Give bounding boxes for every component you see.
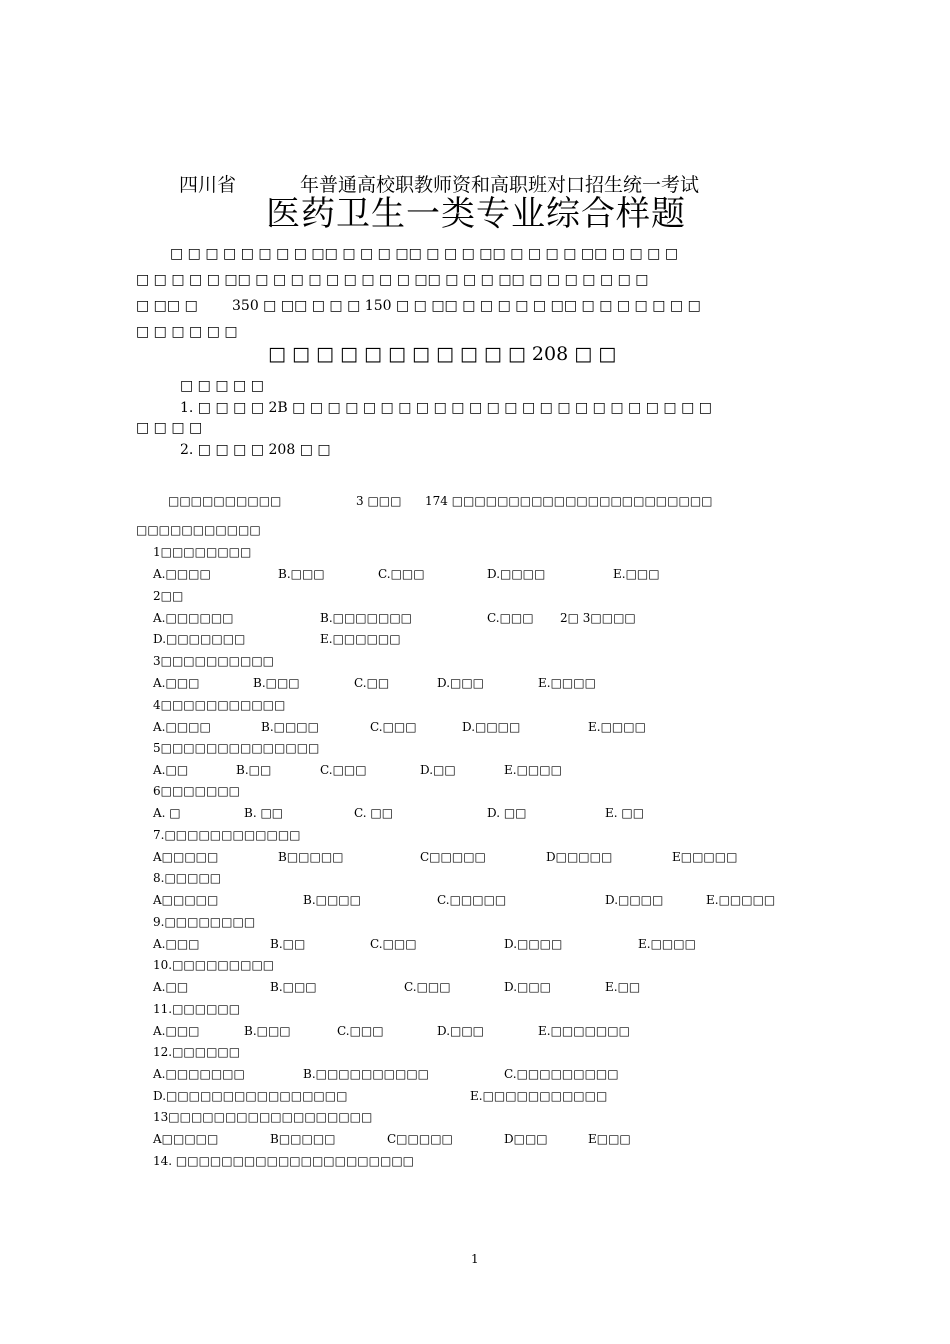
part-heading-line-2: □□□□□□□□□□□ [136, 523, 261, 537]
note-1-continued: □ □ □ □ [136, 420, 203, 436]
option-d: D.□□□□□□□ [153, 632, 246, 646]
intro-line-3b: 350 □ □□ □ □ □ 150 □ □ □□ □ □ □ □ □ □□ □ □ □ □ □ □ □ [232, 298, 701, 314]
option-e: E□□□□□ [672, 850, 738, 864]
page-title: 医药卫生一类专业综合样题 [266, 194, 686, 234]
option-d: D.□□□ [504, 980, 552, 994]
option-a: A.□□□ [153, 1024, 200, 1038]
option-c: C□□□□□ [420, 850, 486, 864]
option-a: A□□□□□ [153, 893, 219, 907]
part-heading-b: 3 □□□ [356, 494, 402, 508]
option-e: E.□□□□□ [706, 893, 776, 907]
option-b: B.□□□ [270, 980, 317, 994]
option-d: D.□□□□ [605, 893, 664, 907]
option-a: A□□□□□ [153, 850, 219, 864]
question-stem: 3□□□□□□□□□□ [153, 654, 275, 668]
question-stem: 6□□□□□□□ [153, 784, 240, 798]
section-title: □ □ □ □ □ □ □ □ □ □ □ 208 □ □ [268, 343, 617, 365]
question-stem: 13□□□□□□□□□□□□□□□□□□ [153, 1110, 373, 1124]
question-stem: 1□□□□□□□□ [153, 545, 252, 559]
option-c-continued: 2□ 3□□□□ [560, 611, 636, 625]
option-c: C.□□□ [370, 720, 417, 734]
intro-line-2: □ □ □ □ □ □□ □ □ □ □ □ □ □ □ □ □□ □ □ □ □□ □ □ □ □ □ □ □ [136, 272, 649, 288]
option-a: A. □ [153, 806, 181, 820]
option-b: B.□□□□□□□□□□ [303, 1067, 430, 1081]
option-e: E.□□□□ [588, 720, 646, 734]
option-e: E.□□□□□□□ [538, 1024, 630, 1038]
header-province: 四川省 [179, 174, 237, 196]
option-a: A.□□□ [153, 937, 200, 951]
option-a: A.□□□□□□□ [153, 1067, 245, 1081]
header-exam-name: 年普通高校职教师资和高职班对口招生统一考试 [300, 174, 700, 196]
option-c: C.□□□□□□□□□ [504, 1067, 619, 1081]
option-b: B.□□□ [253, 676, 300, 690]
option-b: B.□□□□ [261, 720, 319, 734]
option-b: B.□□□ [278, 567, 325, 581]
part-heading-a: □□□□□□□□□□ [168, 494, 282, 508]
option-c: C.□□□ [487, 611, 534, 625]
option-a: A.□□ [153, 980, 189, 994]
option-c: C. □□ [354, 806, 394, 820]
option-e: E.□□ [605, 980, 641, 994]
option-e: E.□□□□□□ [320, 632, 401, 646]
question-stem: 9.□□□□□□□□ [153, 915, 256, 929]
option-a: A.□□□□ [153, 720, 211, 734]
question-stem: 10.□□□□□□□□□ [153, 958, 275, 972]
intro-line-3a: □ □□ □ [136, 298, 198, 314]
option-d: D. □□ [487, 806, 527, 820]
option-b: B□□□□□ [270, 1132, 336, 1146]
option-b: B.□□ [270, 937, 306, 951]
option-d: D□□□□□ [546, 850, 613, 864]
option-a: A.□□ [153, 763, 189, 777]
option-d: D.□□□ [437, 676, 485, 690]
question-stem: 12.□□□□□□ [153, 1045, 241, 1059]
option-a: A.□□□□□□ [153, 611, 234, 625]
option-b: B. □□ [244, 806, 284, 820]
question-stem: 5□□□□□□□□□□□□□□ [153, 741, 320, 755]
option-a: A.□□□ [153, 676, 200, 690]
note-2: 2. □ □ □ □ 208 □ □ [180, 442, 331, 458]
option-d: D.□□□ [437, 1024, 485, 1038]
option-d: D.□□□□□□□□□□□□□□□□ [153, 1089, 348, 1103]
option-c: C.□□□ [320, 763, 367, 777]
question-stem: 8.□□□□□ [153, 871, 222, 885]
intro-line-1: □ □ □ □ □ □ □ □ □□ □ □ □ □□ □ □ □ □□ □ □ □ □ □□ □ □ □ □ [170, 246, 679, 262]
option-b: B.□□ [236, 763, 272, 777]
question-stem: 7.□□□□□□□□□□□□ [153, 828, 301, 842]
option-e: E□□□ [588, 1132, 631, 1146]
question-stem: 2□□ [153, 589, 184, 603]
option-e: E.□□□□□□□□□□□ [470, 1089, 608, 1103]
option-d: D.□□ [420, 763, 456, 777]
intro-line-4: □ □ □ □ □ □ [136, 324, 238, 340]
option-e: E. □□ [605, 806, 645, 820]
question-stem: 14. □□□□□□□□□□□□□□□□□□□□□ [153, 1154, 414, 1168]
question-stem: 4□□□□□□□□□□□ [153, 698, 286, 712]
option-a: A.□□□□ [153, 567, 211, 581]
option-c: C.□□□ [337, 1024, 384, 1038]
option-c: C.□□□ [404, 980, 451, 994]
option-e: E.□□□□ [504, 763, 562, 777]
option-c: C.□□□ [378, 567, 425, 581]
option-b: B.□□□ [244, 1024, 291, 1038]
option-c: C□□□□□ [387, 1132, 453, 1146]
note-1: 1. □ □ □ □ 2B □ □ □ □ □ □ □ □ □ □ □ □ □ □ □ □ □ □ □ □ □ □ □ □ [180, 400, 712, 416]
option-b: B.□□□□□□□ [320, 611, 412, 625]
question-stem: 11.□□□□□□ [153, 1002, 241, 1016]
option-a: A□□□□□ [153, 1132, 219, 1146]
option-d: D□□□ [504, 1132, 548, 1146]
option-c: C.□□ [354, 676, 390, 690]
option-d: D.□□□□ [462, 720, 521, 734]
option-e: E.□□□□ [538, 676, 596, 690]
option-d: D.□□□□ [504, 937, 563, 951]
option-b: B□□□□□ [278, 850, 344, 864]
option-d: D.□□□□ [487, 567, 546, 581]
option-e: E.□□□ [613, 567, 660, 581]
option-c: C.□□□ [370, 937, 417, 951]
part-heading-c: 174 □□□□□□□□□□□□□□□□□□□□□□□ [425, 494, 713, 508]
option-e: E.□□□□ [638, 937, 696, 951]
notes-heading: □ □ □ □ □ [180, 378, 264, 394]
page-number: 1 [471, 1252, 479, 1266]
option-b: B.□□□□ [303, 893, 361, 907]
option-c: C.□□□□□ [437, 893, 507, 907]
